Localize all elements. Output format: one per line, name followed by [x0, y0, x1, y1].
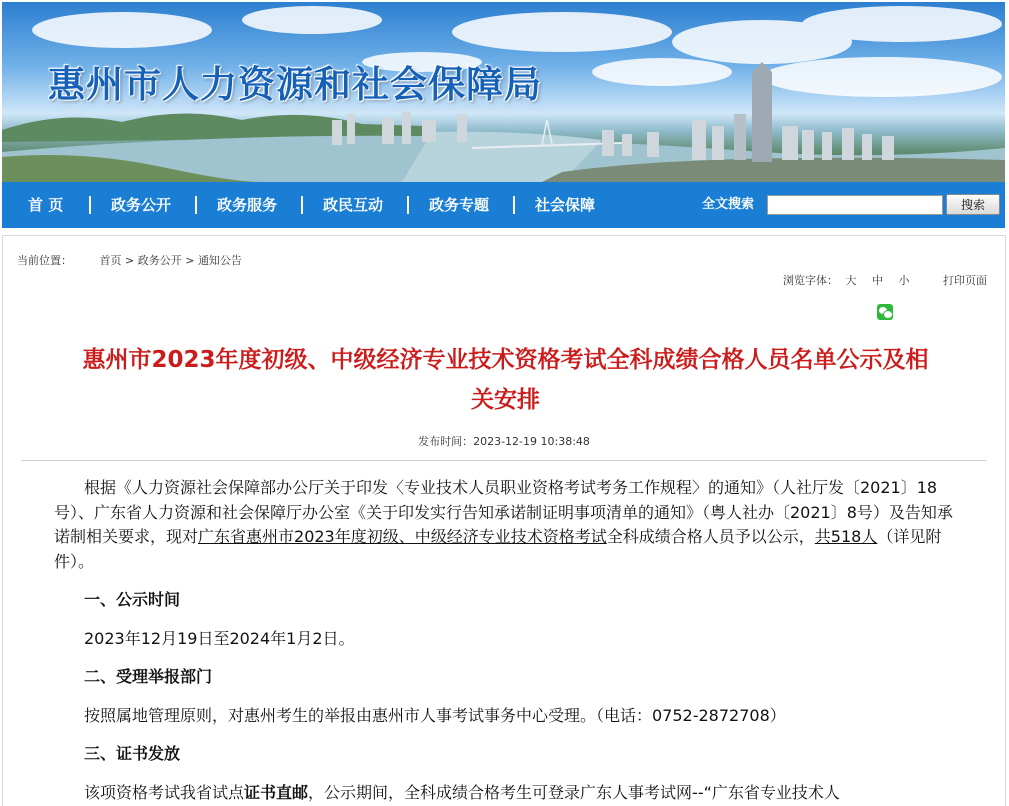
site-title: 惠州市人力资源和社会保障局: [48, 62, 542, 106]
nav-item-interaction[interactable]: 政民互动: [323, 196, 384, 214]
nav-item-special-topics[interactable]: 政务专题: [429, 196, 490, 214]
nav-item-social-security[interactable]: 社会保障: [535, 196, 596, 214]
section-heading-2: 二、受理举报部门: [84, 667, 213, 686]
font-size-label: 浏览字体：: [783, 274, 838, 287]
breadcrumb-item-government-affairs[interactable]: 政务公开: [137, 254, 182, 267]
divider: [21, 460, 986, 461]
section-text-2: 按照属地管理原则，对惠州考生的举报由惠州市人事考试事务中心受理。（电话：0752-2872708）: [84, 705, 786, 725]
breadcrumb-separator: >: [185, 254, 195, 267]
section-heading-1: 一、公示时间: [84, 590, 181, 609]
intro-paragraph: [54, 476, 959, 574]
font-medium-button[interactable]: 中: [872, 274, 883, 287]
article-title: [23, 340, 988, 420]
wechat-share-icon[interactable]: [877, 304, 893, 320]
section-text-3c: ，公示期间，全科成绩合格考生可登录广东人事考试网--“广东省专业技术人: [308, 782, 840, 802]
nav-separator: [89, 196, 91, 214]
nav-item-government-services[interactable]: 政务服务: [217, 196, 278, 214]
breadcrumb-label: 当前位置：: [17, 254, 72, 267]
section-heading-3: 三、证书发放: [84, 744, 181, 763]
nav-separator: [407, 196, 409, 214]
section-text-3b: 证书直邮: [244, 782, 309, 802]
intro-text-3: （详见附件）。: [54, 527, 942, 571]
intro-text-2: 全科成绩合格人员予以公示，: [606, 527, 815, 546]
print-button[interactable]: 打印页面: [943, 274, 987, 287]
breadcrumb-separator: >: [125, 254, 135, 267]
nav-separator: [513, 196, 515, 214]
breadcrumb-item-notices[interactable]: 通知公告: [197, 254, 242, 267]
font-size-tools: [783, 272, 910, 288]
breadcrumb: [17, 252, 242, 268]
section-text-3: [54, 781, 959, 806]
search-label: 全文搜索: [702, 197, 755, 212]
article-title-line1: 惠州市2023年度初级、中级经济专业技术资格考试全科成绩合格人员名单公示及相: [82, 347, 929, 373]
publish-time: 发布时间：2023-12-19 10:38:48: [418, 435, 590, 448]
section-text-3a: 该项资格考试我省试点: [84, 782, 245, 802]
intro-text: 根据《人力资源社会保障部办公厅关于印发〈专业技术人员职业资格考试考务工作规程〉的通知》（人社厅发〔2021〕18号）、广东省人力资源和社会保障厅办公室《关于印发实行告知承诺制证明事项清单的通知》（粤人社办〔2021〕8号）及告知承诺制相关要求，现对: [54, 478, 953, 546]
breadcrumb-item-home[interactable]: 首页: [99, 254, 122, 267]
nav-item-government-affairs[interactable]: 政务公开: [111, 196, 172, 214]
nav-item-home[interactable]: 首 页: [28, 196, 64, 214]
search-button[interactable]: 搜索: [946, 194, 1000, 215]
article-title-line2: 关安排: [471, 387, 540, 413]
total-count: 共518人: [814, 527, 878, 546]
exam-name-link: 广东省惠州市2023年度初级、中级经济专业技术资格考试: [198, 527, 607, 546]
article-body: [54, 476, 959, 805]
nav-separator: [301, 196, 303, 214]
main-nav: [2, 182, 1005, 228]
content-panel: [2, 235, 1006, 806]
font-large-button[interactable]: 大: [845, 274, 857, 287]
section-text-1: 2023年12月19日至2024年1月2日。: [84, 628, 355, 648]
search-input[interactable]: [767, 195, 943, 215]
header-banner: [2, 2, 1005, 182]
nav-separator: [195, 196, 197, 214]
font-small-button[interactable]: 小: [898, 274, 910, 287]
